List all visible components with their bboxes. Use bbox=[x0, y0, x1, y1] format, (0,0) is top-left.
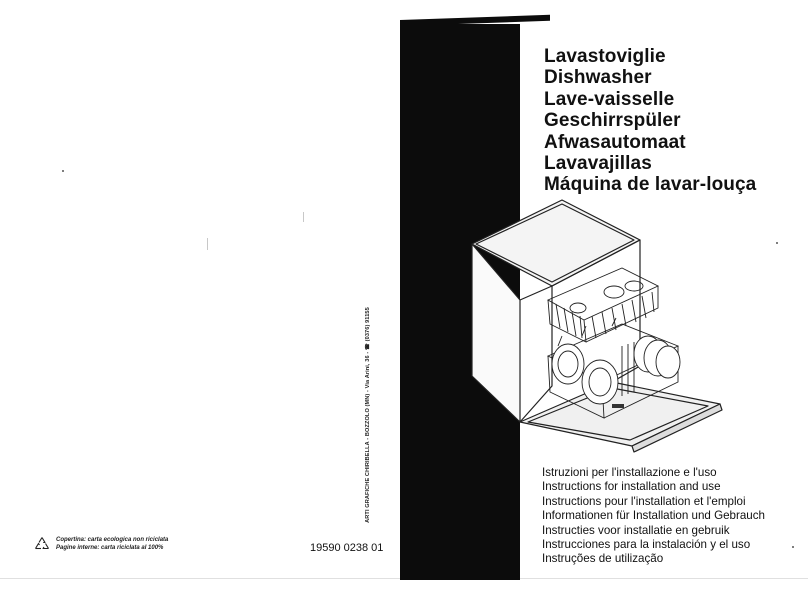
product-name-list bbox=[544, 46, 756, 196]
instruction-title-pt: Instruções de utilização bbox=[542, 552, 664, 566]
dishwasher-illustration bbox=[462, 196, 724, 456]
inner-paper-note: Pagine interne: carta riciclata al 100% bbox=[56, 545, 164, 551]
instruction-title-it: Istruzioni per l'installazione e l'uso bbox=[542, 466, 717, 479]
scan-mark bbox=[207, 238, 208, 250]
instruction-title-nl: Instructies voor installatie en gebruik bbox=[542, 523, 730, 537]
scan-speck bbox=[776, 242, 778, 244]
document-code: 19590 0238 01 bbox=[310, 542, 384, 554]
instruction-title-de: Informationen für Installation und Gebrauch bbox=[542, 509, 765, 523]
product-name-nl: Afwasautomaat bbox=[544, 131, 686, 153]
product-name-de: Geschirrspüler bbox=[544, 110, 681, 132]
instruction-title-en: Instructions for installation and use bbox=[542, 480, 721, 494]
instruction-title-es: Instrucciones para la instalación y el uso bbox=[542, 538, 751, 552]
product-name-es: Lavavajillas bbox=[544, 153, 652, 175]
recycle-icon bbox=[34, 536, 50, 552]
product-name-en: Dishwasher bbox=[544, 67, 652, 89]
paper-note bbox=[34, 536, 168, 552]
instruction-title-fr: Instructions pour l'installation et l'emploi bbox=[542, 494, 746, 508]
product-name-pt: Máquina de lavar-louça bbox=[544, 174, 757, 196]
product-name-fr: Lave-vaisselle bbox=[544, 88, 675, 110]
cover-paper-note: Copertina: carta ecologica non riciclata bbox=[56, 537, 169, 543]
printer-credit-text: ARTI GRAFICHE CHIRIBELLA - BOZZOLO (MN) - Via Arini, 36 - ☎ (0376) 91155 bbox=[365, 307, 371, 523]
printer-credit bbox=[360, 300, 376, 530]
product-name-it: Lavastoviglie bbox=[544, 46, 666, 67]
instruction-title-list bbox=[542, 466, 765, 567]
scan-speck bbox=[62, 170, 64, 172]
scan-speck bbox=[792, 546, 794, 548]
scan-mark bbox=[303, 212, 304, 222]
